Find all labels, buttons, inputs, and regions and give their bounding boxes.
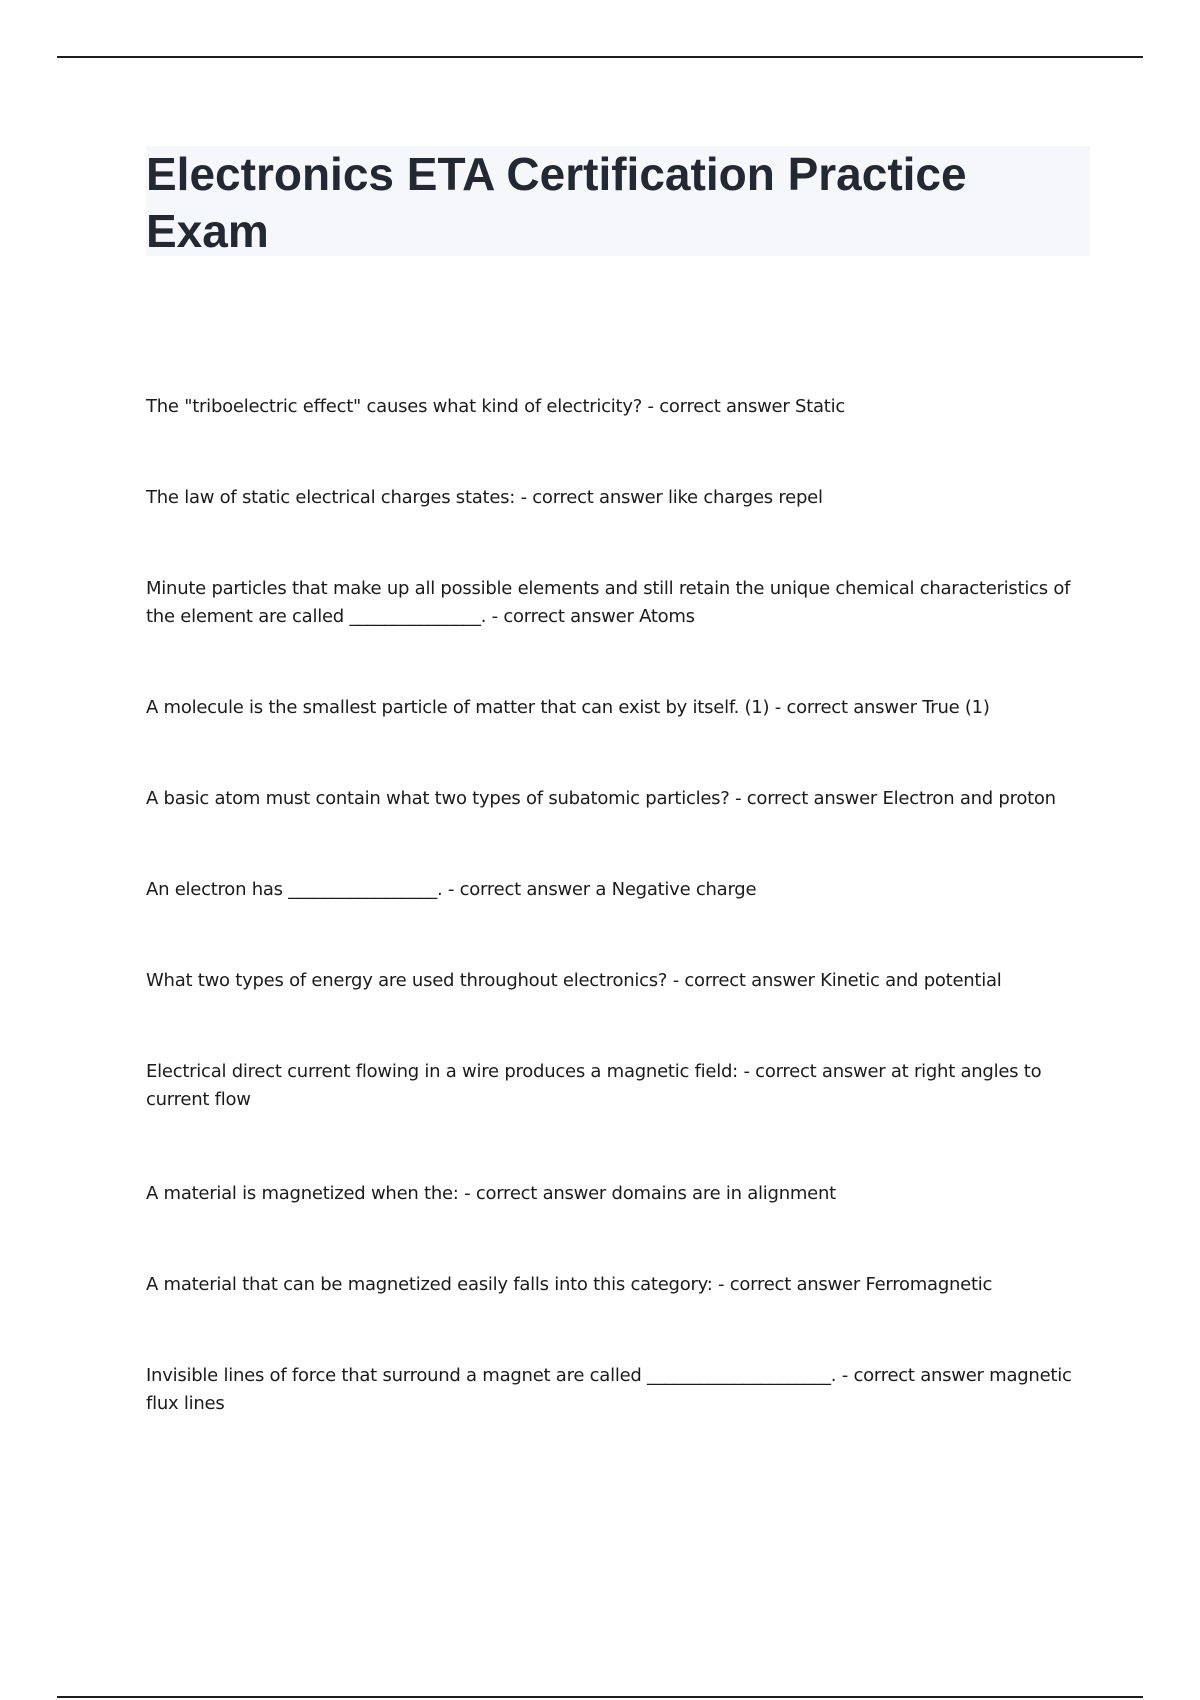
qa-item-2: The law of static electrical charges states: - correct answer like charges repel	[146, 487, 823, 508]
qa-item-4: A molecule is the smallest particle of matter that can exist by itself. (1) - correct answer True (1)	[146, 697, 990, 718]
qa-item-9: A material is magnetized when the: - correct answer domains are in alignment	[146, 1183, 836, 1204]
bottom-divider	[57, 1696, 1143, 1698]
qa-item-5: A basic atom must contain what two types of subatomic particles? - correct answer Electron and proton	[146, 788, 1056, 809]
qa-item-1: The "triboelectric effect" causes what kind of electricity? - correct answer Static	[146, 396, 845, 417]
qa-item-11: Invisible lines of force that surround a magnet are called _____________________. - correct answer magnetic flux lines	[146, 1365, 1072, 1414]
qa-item-3: Minute particles that make up all possible elements and still retain the unique chemical characteristics of the element are called _______________. - correct answer Atoms	[146, 578, 1071, 627]
top-divider	[57, 56, 1143, 58]
qa-item-6: An electron has _________________. - correct answer a Negative charge	[146, 879, 757, 900]
qa-item-10: A material that can be magnetized easily falls into this category: - correct answer Ferromagnetic	[146, 1274, 993, 1295]
qa-item-8: Electrical direct current flowing in a wire produces a magnetic field: - correct answer at right angles to current flow	[146, 1061, 1042, 1110]
page-title: Electronics ETA Certification Practice Exam	[146, 148, 967, 257]
title-banner	[146, 146, 1090, 256]
qa-item-7: What two types of energy are used throughout electronics? - correct answer Kinetic and potential	[146, 970, 1002, 991]
